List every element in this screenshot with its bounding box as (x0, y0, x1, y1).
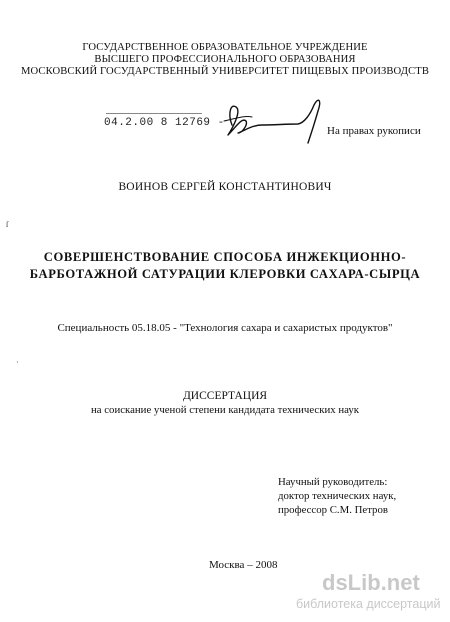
institution-line-3: МОСКОВСКИЙ ГОСУДАРСТВЕННЫЙ УНИВЕРСИТЕТ ПИЩЕВЫХ ПРОИЗВОДСТВ (21, 66, 429, 77)
institution-line-1: ГОСУДАРСТВЕННОЕ ОБРАЗОВАТЕЛЬНОЕ УЧРЕЖДЕНИЕ (82, 42, 368, 53)
scan-mark: ſ (6, 220, 9, 229)
document-type: ДИССЕРТАЦИЯ (182, 390, 268, 402)
supervisor-label: Научный руководитель: (278, 476, 388, 488)
specialty: Специальность 05.18.05 - "Технология сахара и сахаристых продуктов" (57, 322, 393, 334)
supervisor-degree: доктор технических наук, (278, 490, 397, 502)
institution-line-2: ВЫСШЕГО ПРОФЕССИОНАЛЬНОГО ОБРАЗОВАНИЯ (94, 54, 356, 65)
scan-mark: · (16, 358, 19, 367)
watermark-logo: dsLib.net (322, 570, 420, 595)
supervisor-name: профессор С.М. Петров (278, 504, 388, 516)
author-signature (218, 95, 330, 145)
stamp-rule (106, 113, 202, 114)
watermark-subtitle: библиотека диссертаций (296, 597, 441, 611)
city-year: Москва – 2008 (209, 559, 278, 571)
thesis-title-line-2: БАРБОТАЖНОЙ САТУРАЦИИ КЛЕРОВКИ САХАРА-СЫРЦА (29, 267, 421, 281)
registration-stamp: 04.2.00 8 12769 - (104, 117, 225, 129)
author-name: ВОИНОВ СЕРГЕЙ КОНСТАНТИНОВИЧ (118, 181, 332, 193)
manuscript-rights-note: На правах рукописи (327, 125, 421, 137)
thesis-title-line-1: СОВЕРШЕНСТВОВАНИЕ СПОСОБА ИНЖЕКЦИОННО- (43, 250, 407, 264)
degree-statement: на соискание ученой степени кандидата технических наук (90, 404, 360, 416)
